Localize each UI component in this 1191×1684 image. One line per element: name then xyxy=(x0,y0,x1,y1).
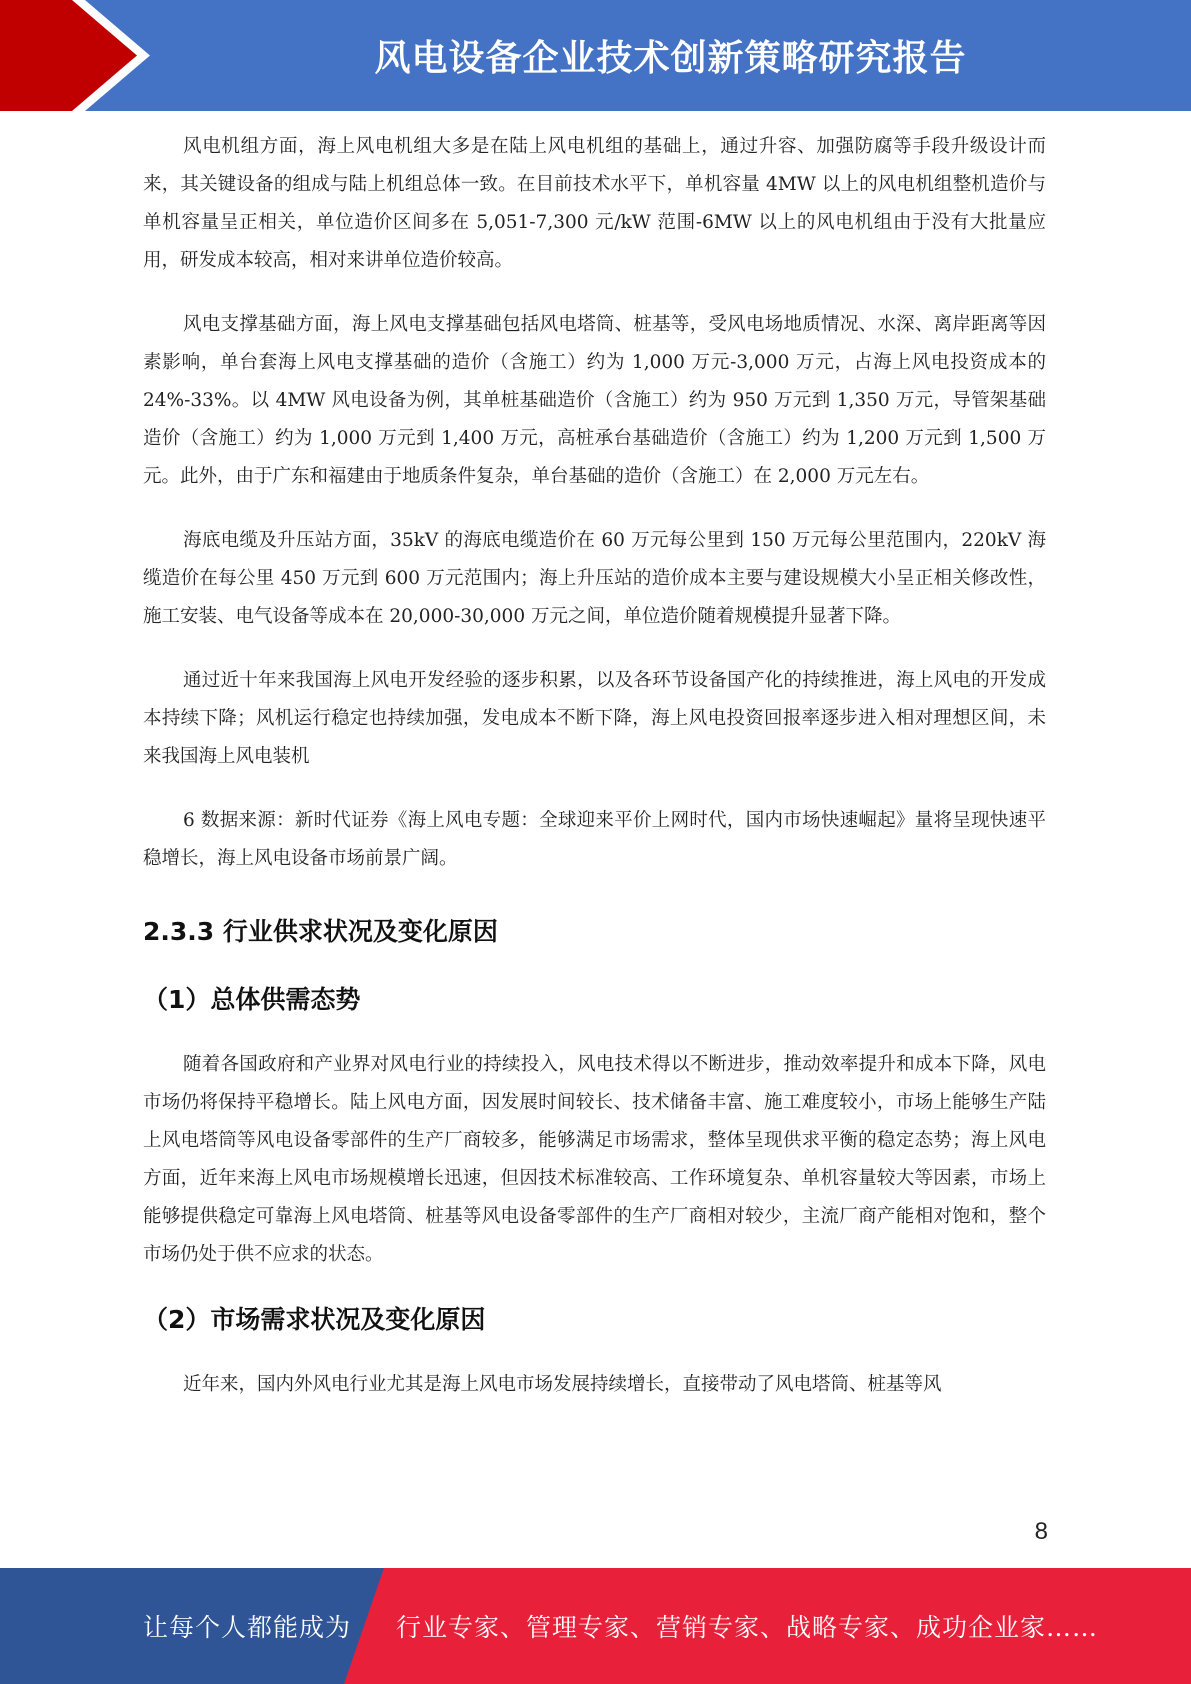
subsection-heading-demand: （2）市场需求状况及变化原因 xyxy=(143,1305,486,1334)
body-paragraph: 风电支撑基础方面，海上风电支撑基础包括风电塔筒、桩基等，受风电场地质情况、水深、离岸距离等因素影响，单台套海上风电支撑基础的造价（含施工）约为 1,000 万元-3,000 万元，占海上风电投资成本的 24%-33%。以 4MW 风电设备为例，其单桩基础造价（含施工）约为 950 万元到 1,350 万元，导管架基础造价（含施工）约为 1,000 万元到 1,400 万元，高桩承台基础造价（含施工）约为 1,200 万元到 1,500 万元。此外，由于广东和福建由于地质条件复杂，单台基础的造价（含施工）在 2,000 万元左右。 xyxy=(143,314,1046,487)
report-title: 风电设备企业技术创新策略研究报告 xyxy=(374,38,967,79)
page-header xyxy=(0,0,1191,111)
footer-slogan-right: 行业专家、管理专家、营销专家、战略专家、成功企业家…… xyxy=(396,1613,1099,1642)
subsection-heading-supply: （1）总体供需态势 xyxy=(143,985,361,1014)
chevron-arrow-icon xyxy=(0,0,160,111)
body-paragraph: 近年来，国内外风电行业尤其是海上风电市场发展持续增长，直接带动了风电塔筒、桩基等风 xyxy=(183,1374,942,1395)
page-footer xyxy=(0,1568,1191,1684)
document-body xyxy=(143,128,1046,1430)
body-paragraph: 海底电缆及升压站方面，35kV 的海底电缆造价在 60 万元每公里到 150 万元每公里范围内，220kV 海缆造价在每公里 450 万元到 600 万元范围内；海上升压站的造价成本主要与建设规模大小呈正相关修改性，施工安装、电气设备等成本在 20,000-30,000 万元之间，单位造价随着规模提升显著下降。 xyxy=(143,530,1046,627)
footnote-paragraph: 6 数据来源：新时代证券《海上风电专题：全球迎来平价上网时代，国内市场快速崛起》量将呈现快速平稳增长，海上风电设备市场前景广阔。 xyxy=(143,810,1046,869)
footer-slogan-left: 让每个人都能成为 xyxy=(143,1613,352,1642)
page-number: 8 xyxy=(1034,1518,1048,1545)
section-heading: 2.3.3 行业供求状况及变化原因 xyxy=(143,917,498,946)
body-paragraph: 通过近十年来我国海上风电开发经验的逐步积累，以及各环节设备国产化的持续推进，海上风电的开发成本持续下降；风机运行稳定也持续加强，发电成本不断下降，海上风电投资回报率逐步进入相对理想区间，未来我国海上风电装机 xyxy=(143,670,1046,767)
body-paragraph: 风电机组方面，海上风电机组大多是在陆上风电机组的基础上，通过升容、加强防腐等手段升级设计而来，其关键设备的组成与陆上机组总体一致。在目前技术水平下，单机容量 4MW 以上的风电机组整机造价与单机容量呈正相关，单位造价区间多在 5,051-7,300 元/kW 范围-6MW 以上的风电机组由于没有大批量应用，研发成本较高，相对来讲单位造价较高。 xyxy=(143,136,1046,271)
body-paragraph: 随着各国政府和产业界对风电行业的持续投入，风电技术得以不断进步，推动效率提升和成本下降，风电市场仍将保持平稳增长。陆上风电方面，因发展时间较长、技术储备丰富、施工难度较小，市场上能够生产陆上风电塔筒等风电设备零部件的生产厂商较多，能够满足市场需求，整体呈现供求平衡的稳定态势；海上风电方面，近年来海上风电市场规模增长迅速，但因技术标准较高、工作环境复杂、单机容量较大等因素，市场上能够提供稳定可靠海上风电塔筒、桩基等风电设备零部件的生产厂商相对较少，主流厂商产能相对饱和，整个市场仍处于供不应求的状态。 xyxy=(143,1054,1046,1265)
